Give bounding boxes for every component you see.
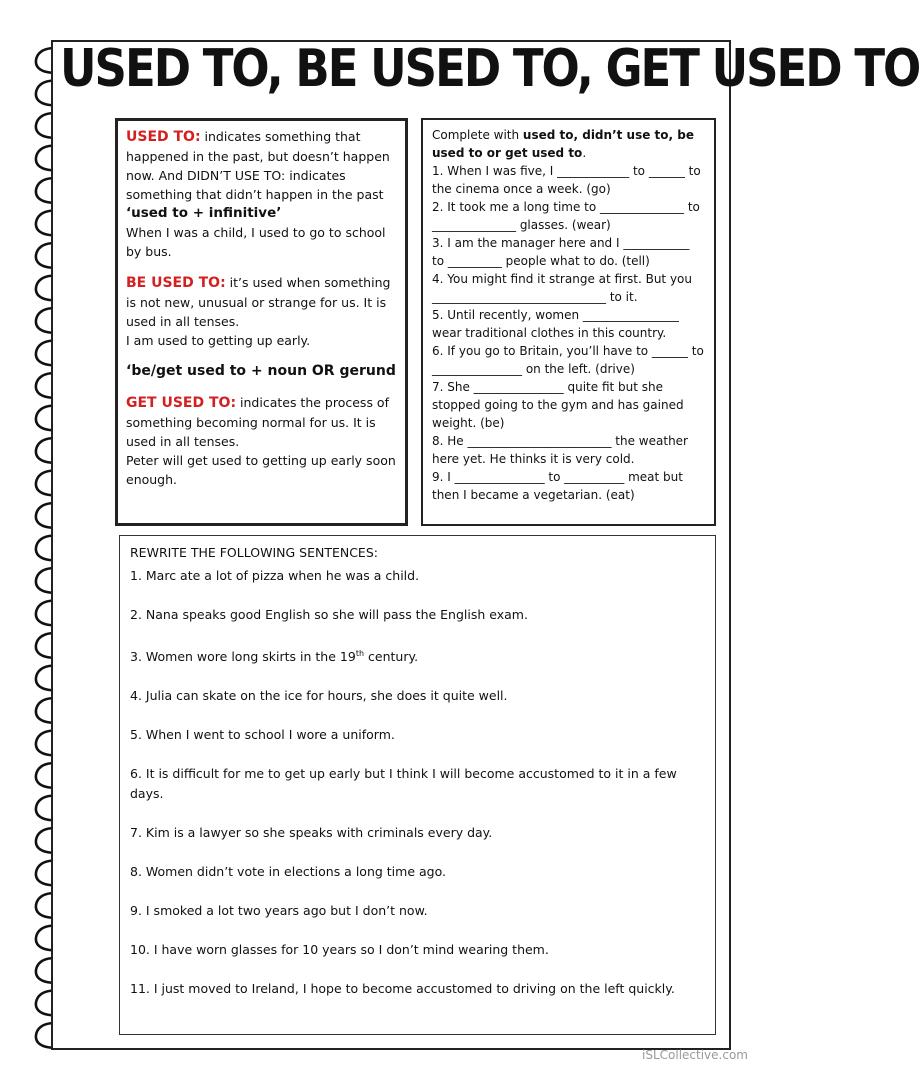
be-get-formula: ‘be/get used to + noun OR gerund — [126, 363, 396, 379]
exercise-item: 5. Until recently, women ________________ wear traditional clothes in this country. — [432, 308, 679, 340]
exercise-item: 4. You might find it strange at first. But you _____________________________ to it. — [432, 272, 692, 304]
exercise-item: 3. I am the manager here and I ___________ to _________ people what to do. (tell) — [432, 236, 690, 268]
rewrite-item-text-end: century. — [364, 649, 419, 665]
rewrite-item: 10. I have worn glasses for 10 years so I don’t mind wearing them. — [130, 942, 549, 958]
watermark: iSLCollective.com — [642, 1048, 748, 1062]
exercise-item: 1. When I was five, I ____________ to ______ to the cinema once a week. (go) — [432, 164, 701, 196]
rewrite-item: 2. Nana speaks good English so she will pass the English exam. — [130, 607, 528, 622]
exercise-instruction — [432, 126, 705, 162]
used-to-definition — [126, 127, 397, 204]
rewrite-item-text: 3. Women wore long skirts in the 19 — [130, 649, 356, 665]
get-used-to-example: Peter will get used to getting up early soon enough. — [126, 453, 396, 487]
be-used-to-example: I am used to getting up early. — [126, 333, 311, 348]
page-title: USED TO, BE USED TO, GET USED TO — [60, 37, 919, 99]
rewrite-item — [130, 644, 705, 667]
rewrite-item: 8. Women didn’t vote in elections a long time ago. — [130, 864, 446, 880]
rewrite-item: 1. Marc ate a lot of pizza when he was a child. — [130, 568, 420, 583]
rewrite-item: 11. I just moved to Ireland, I hope to become accustomed to driving on the left quickly. — [130, 981, 675, 997]
superscript: th — [355, 649, 365, 658]
completion-exercise-box — [421, 118, 716, 526]
grammar-explanation-box — [115, 118, 408, 526]
get-used-to-text: indicates the process of something becoming normal for us. It is used in all tenses. — [126, 395, 389, 449]
get-used-to-definition — [126, 393, 397, 451]
exercise-item: 8. He ________________________ the weather here yet. He thinks it is very cold. — [432, 434, 688, 466]
rewrite-exercise-box — [119, 535, 716, 1035]
instruction-prefix: Complete with — [432, 128, 523, 142]
used-to-heading: USED TO: — [126, 129, 201, 145]
rewrite-item: 6. It is difficult for me to get up early but I think I will become accustomed to it in a few days. — [130, 766, 677, 802]
instruction-suffix: . — [582, 146, 587, 160]
used-to-example: When I was a child, I used to go to school by bus. — [126, 225, 386, 259]
be-used-to-definition — [126, 273, 397, 331]
exercise-item: 9. I _______________ to __________ meat but then I became a vegetarian. (eat) — [432, 470, 683, 502]
be-used-to-heading: BE USED TO: — [126, 275, 226, 291]
rewrite-item: 7. Kim is a lawyer so she speaks with criminals every day. — [130, 825, 493, 841]
be-used-to-text: it’s used when something is not new, unusual or strange for us. It is used in all tenses. — [126, 275, 391, 329]
rewrite-item: 4. Julia can skate on the ice for hours, she does it quite well. — [130, 688, 508, 704]
rewrite-item: 9. I smoked a lot two years ago but I don’t now. — [130, 903, 428, 919]
rewrite-heading: REWRITE THE FOLLOWING SENTENCES: — [130, 545, 378, 560]
used-to-formula: ‘used to + infinitive’ — [126, 205, 282, 221]
exercise-item: 7. She _______________ quite fit but she stopped going to the gym and has gained weight. (be) — [432, 380, 684, 430]
used-to-text: indicates something that happened in the past, but doesn’t happen now. And DIDN’T USE TO: indicates something that didn’t happen in the past — [126, 129, 390, 202]
exercise-item: 2. It took me a long time to ______________ to ______________ glasses. (wear) — [432, 200, 700, 232]
exercise-item: 6. If you go to Britain, you’ll have to ______ to _______________ on the left. (drive) — [432, 344, 704, 376]
get-used-to-heading: GET USED TO: — [126, 395, 237, 411]
instruction-options: used to, didn’t use to, be used to or get used to — [432, 128, 694, 160]
rewrite-item: 5. When I went to school I wore a uniform. — [130, 727, 395, 743]
